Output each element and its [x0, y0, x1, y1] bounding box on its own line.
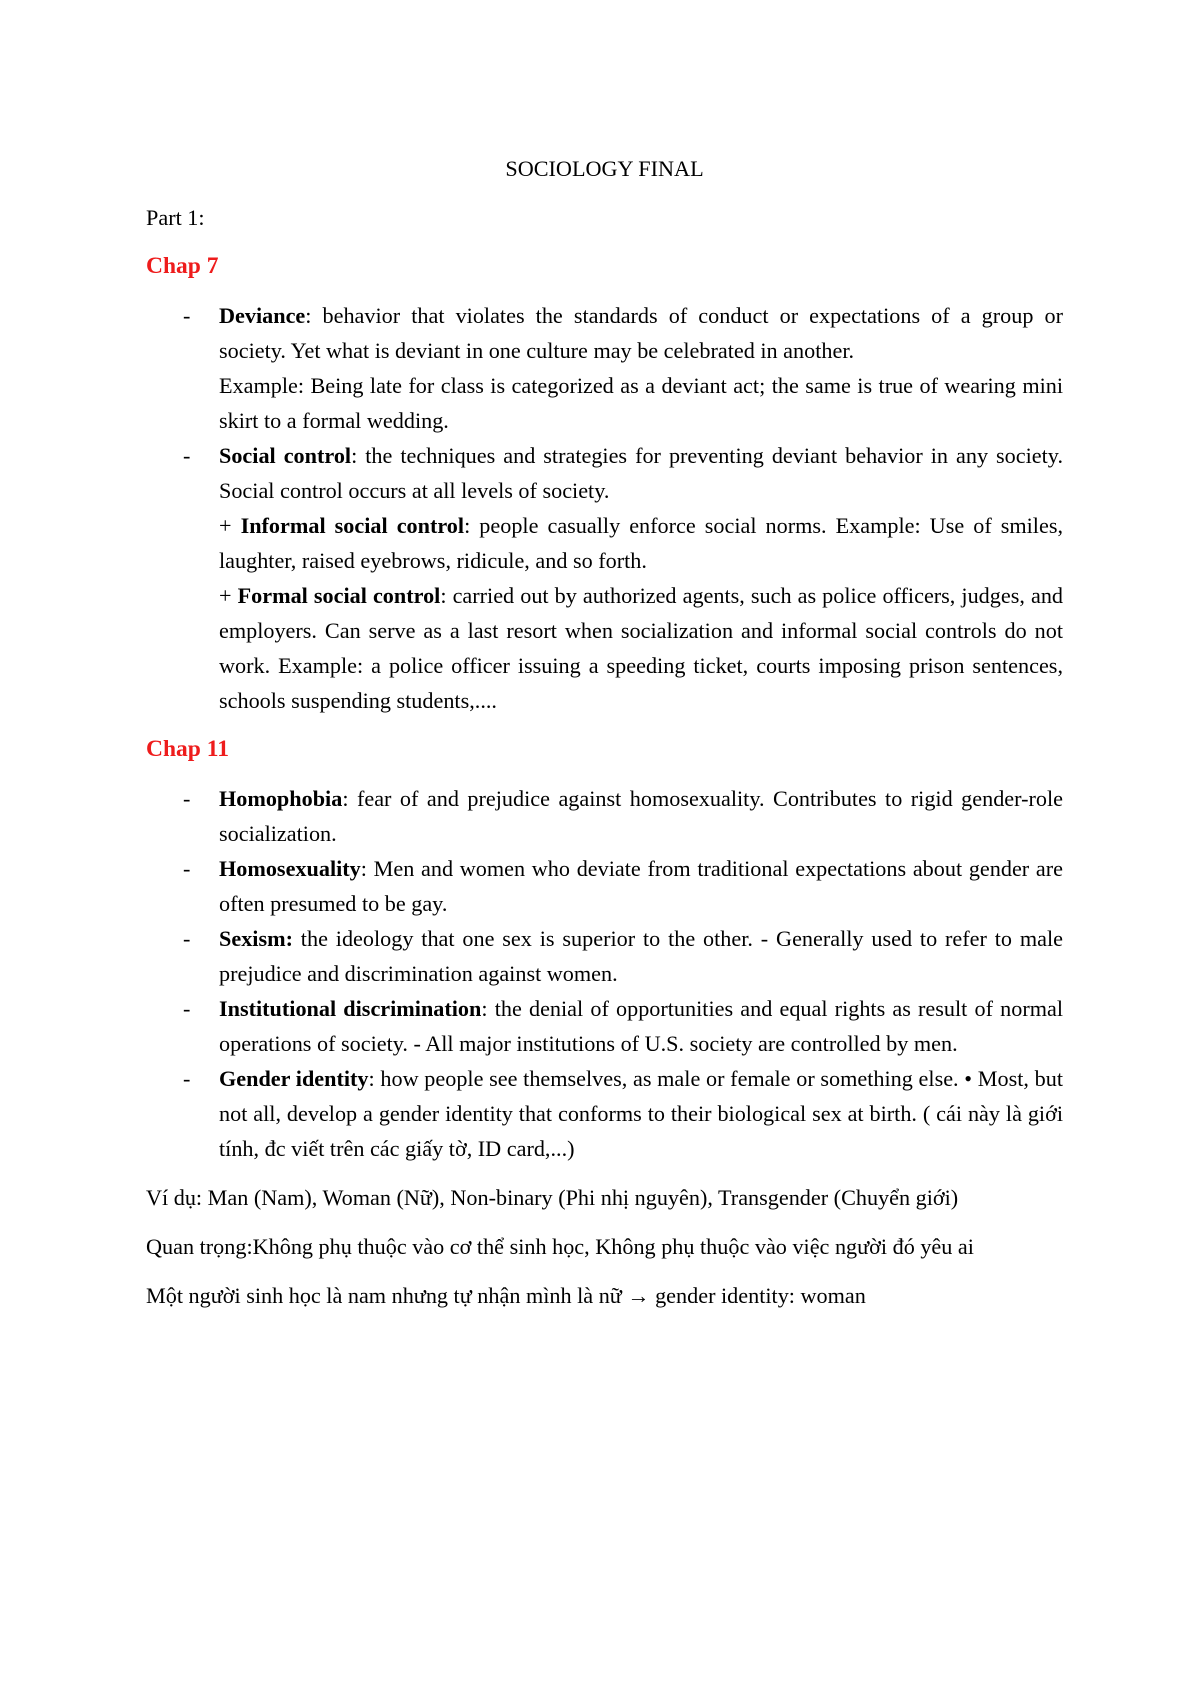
definition: the ideology that one sex is superior to the other. - Generally used to refer to male prejudice and discrimination against women. [219, 926, 1063, 986]
sub-item-term: Formal social control [237, 583, 441, 608]
term: Deviance [219, 303, 306, 328]
sub-item-prefix: + [219, 513, 241, 538]
dash-bullet: - [183, 443, 191, 468]
sub-item-text: : people casually enforce social norms. Example: Use of smiles, laughter, raised eyebrows, ridicule, and so forth. [219, 513, 1064, 573]
chapter-heading: Chap 11 [146, 736, 229, 762]
sub-item-text: : carried out by authorized agents, such as police officers, judges, and employers. Can serve as a last resort when socialization and informal social controls do not work. Example: a police officer issuing a speeding ticket, courts imposing prison sentences, schools suspending students,.... [219, 583, 1064, 713]
definition: : Men and women who deviate from traditional expectations about gender are often presumed to be gay. [219, 856, 1063, 916]
list-item [146, 851, 1063, 921]
definition: : how people see themselves, as male or female or something else. • Most, but not all, develop a gender identity that conforms to their biological sex at birth. ( cái này là giới tính, đc viết trên các giấy tờ, ID card,...) [219, 1066, 1063, 1161]
definition: : behavior that violates the standards of conduct or expectations of a group or society. Yet what is deviant in one culture may be celebrated in another. [219, 303, 1063, 363]
definition-text [219, 298, 1063, 368]
sub-item-prefix: + [219, 583, 238, 608]
dash-bullet: - [183, 303, 191, 328]
note-paragraph: Quan trọng:Không phụ thuộc vào cơ thể sinh học, Không phụ thuộc vào việc người đó yêu ai [146, 1234, 974, 1259]
chapter-heading: Chap 7 [146, 253, 219, 279]
definition-text [219, 781, 1063, 851]
definition: : the denial of opportunities and equal rights as result of normal operations of society. - All major institutions of U.S. society are controlled by men. [219, 996, 1063, 1056]
note-paragraph: Một người sinh học là nam nhưng tự nhận mình là nữ → gender identity: woman [146, 1283, 866, 1308]
sub-item [219, 578, 1063, 718]
definition-text [219, 921, 1063, 991]
dash-bullet: - [183, 786, 191, 811]
dash-bullet: - [183, 926, 191, 951]
list-item [146, 781, 1063, 851]
sub-item [219, 508, 1063, 578]
definition-text [219, 438, 1063, 508]
definition-text [219, 991, 1063, 1061]
document-title: SOCIOLOGY FINAL [505, 156, 704, 181]
list-item [146, 991, 1063, 1061]
note-paragraph: Ví dụ: Man (Nam), Woman (Nữ), Non-binary (Phi nhị nguyên), Transgender (Chuyển giới) [146, 1185, 959, 1210]
term: Sexism: [219, 926, 293, 951]
chapter-item-list [146, 298, 1063, 718]
list-item [146, 298, 1063, 438]
example-text: Example: Being late for class is categorized as a deviant act; the same is true of wearing mini skirt to a formal wedding. [219, 373, 1063, 433]
term: Social control [219, 443, 352, 468]
definition-text [219, 1061, 1063, 1166]
definition: : the techniques and strategies for preventing deviant behavior in any society. Social control occurs at all levels of society. [219, 443, 1063, 503]
chapter-item-list [146, 781, 1063, 1166]
term: Homophobia [219, 786, 343, 811]
term: Institutional discrimination [219, 996, 482, 1021]
sub-item-term: Informal social control [240, 513, 465, 538]
dash-bullet: - [183, 996, 191, 1021]
dash-bullet: - [183, 1066, 191, 1091]
term: Homosexuality [219, 856, 361, 881]
definition: : fear of and prejudice against homosexuality. Contributes to rigid gender-role socialization. [219, 786, 1063, 846]
list-item [146, 921, 1063, 991]
term: Gender identity [219, 1066, 369, 1091]
list-item [146, 438, 1063, 718]
definition-text [219, 851, 1063, 921]
part-label: Part 1: [146, 205, 205, 230]
list-item [146, 1061, 1063, 1166]
dash-bullet: - [183, 856, 191, 881]
